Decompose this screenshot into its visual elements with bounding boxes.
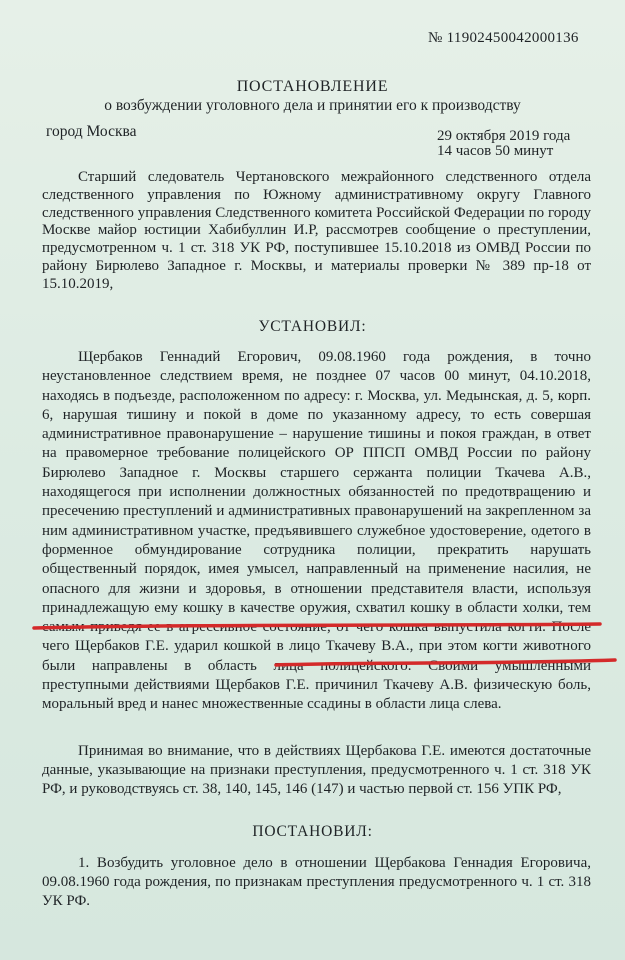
- intro-paragraph: Старший следователь Чертановского межрайонного следственного отдела следственного управления по Южному административному округу Главного следственного управления Следственного комитета Российской Федерации по городу Москве майор юстиции Хабибуллин И.Р, рассмотрев сообщение о преступлении, предусмотренном ч. 1 ст. 318 УК РФ, поступившее 15.10.2018 из ОМВД России по району Бирюлево Западное г. Москвы, и материалы проверки № 389 пр-18 от 15.10.2019,: [42, 169, 591, 292]
- date: 29 октября 2019 года: [437, 128, 571, 144]
- date-time-block: [437, 129, 570, 159]
- document-subtitle: о возбуждении уголовного дела и принятии его к производству: [104, 97, 521, 114]
- established-paragraph: Щербаков Геннадий Егорович, 09.08.1960 года рождения, в точно неустановленное следствием время, не позднее 07 часов 00 минут, 04.10.2018, находясь в подъезде, расположенном по адресу: г. Москва, ул. Медынская, д. 5, корп. 6, нарушая тишину и покой в доме по указанному адресу, то есть совершая административное правонарушение – нарушение тишины и покоя граждан, в ответ на правомерное требование полицейского ОР ППСП ОМВД России по району Бирюлево Западное г. Москвы старшего сержанта полиции Ткачева А.В., находящегося при исполнении должностных обязанностей по предотвращению и пресечению преступлений и административных правонарушений на закрепленном за ним административном участке, предъявившего служебное удостоверение, одетого в форменное обмундирование сотрудника полиции, прекратить нарушать общественный порядок, имея умысел, направленный на применение насилия, не опасного для жизни и здоровья, в отношении представителя власти, используя принадлежащую ему кошку в качестве оружия, схватил кошку в области холки, тем самым приведя ее в агрессивное состояние, от чего кошка выпустила когти. После чего Щербаков Г.Е. ударил кошкой в лицо Ткачеву В.А., при этом когти животного были направлены в область лица полицейского. Своими умышленными преступными действиями Щербаков Г.Е. причинил Ткачеву А.В. физическую боль, моральный вред и нанес множественные ссадины в области лица слева.: [42, 349, 591, 713]
- time: 14 часов 50 минут: [437, 143, 554, 159]
- document-title: ПОСТАНОВЛЕНИЕ: [236, 78, 389, 95]
- considering-paragraph: Принимая во внимание, что в действиях Щербакова Г.Е. имеются достаточные данные, указывающие на признаки преступления, предусмотренного ч. 1 ст. 318 УК РФ, и руководствуясь ст. 38, 140, 145, 146 (147) и частью первой ст. 156 УПК РФ,: [42, 743, 591, 797]
- city: город Москва: [46, 123, 137, 140]
- established-heading: УСТАНОВИЛ:: [258, 318, 367, 335]
- document-number: № 11902450042000136: [428, 30, 579, 46]
- decided-heading: ПОСТАНОВИЛ:: [252, 823, 373, 840]
- decision-item-1: 1. Возбудить уголовное дело в отношении Щербакова Геннадия Егоровича, 09.08.1960 года рождения, по признакам преступления предусмотренного ч. 1 ст. 318 УК РФ.: [42, 855, 591, 909]
